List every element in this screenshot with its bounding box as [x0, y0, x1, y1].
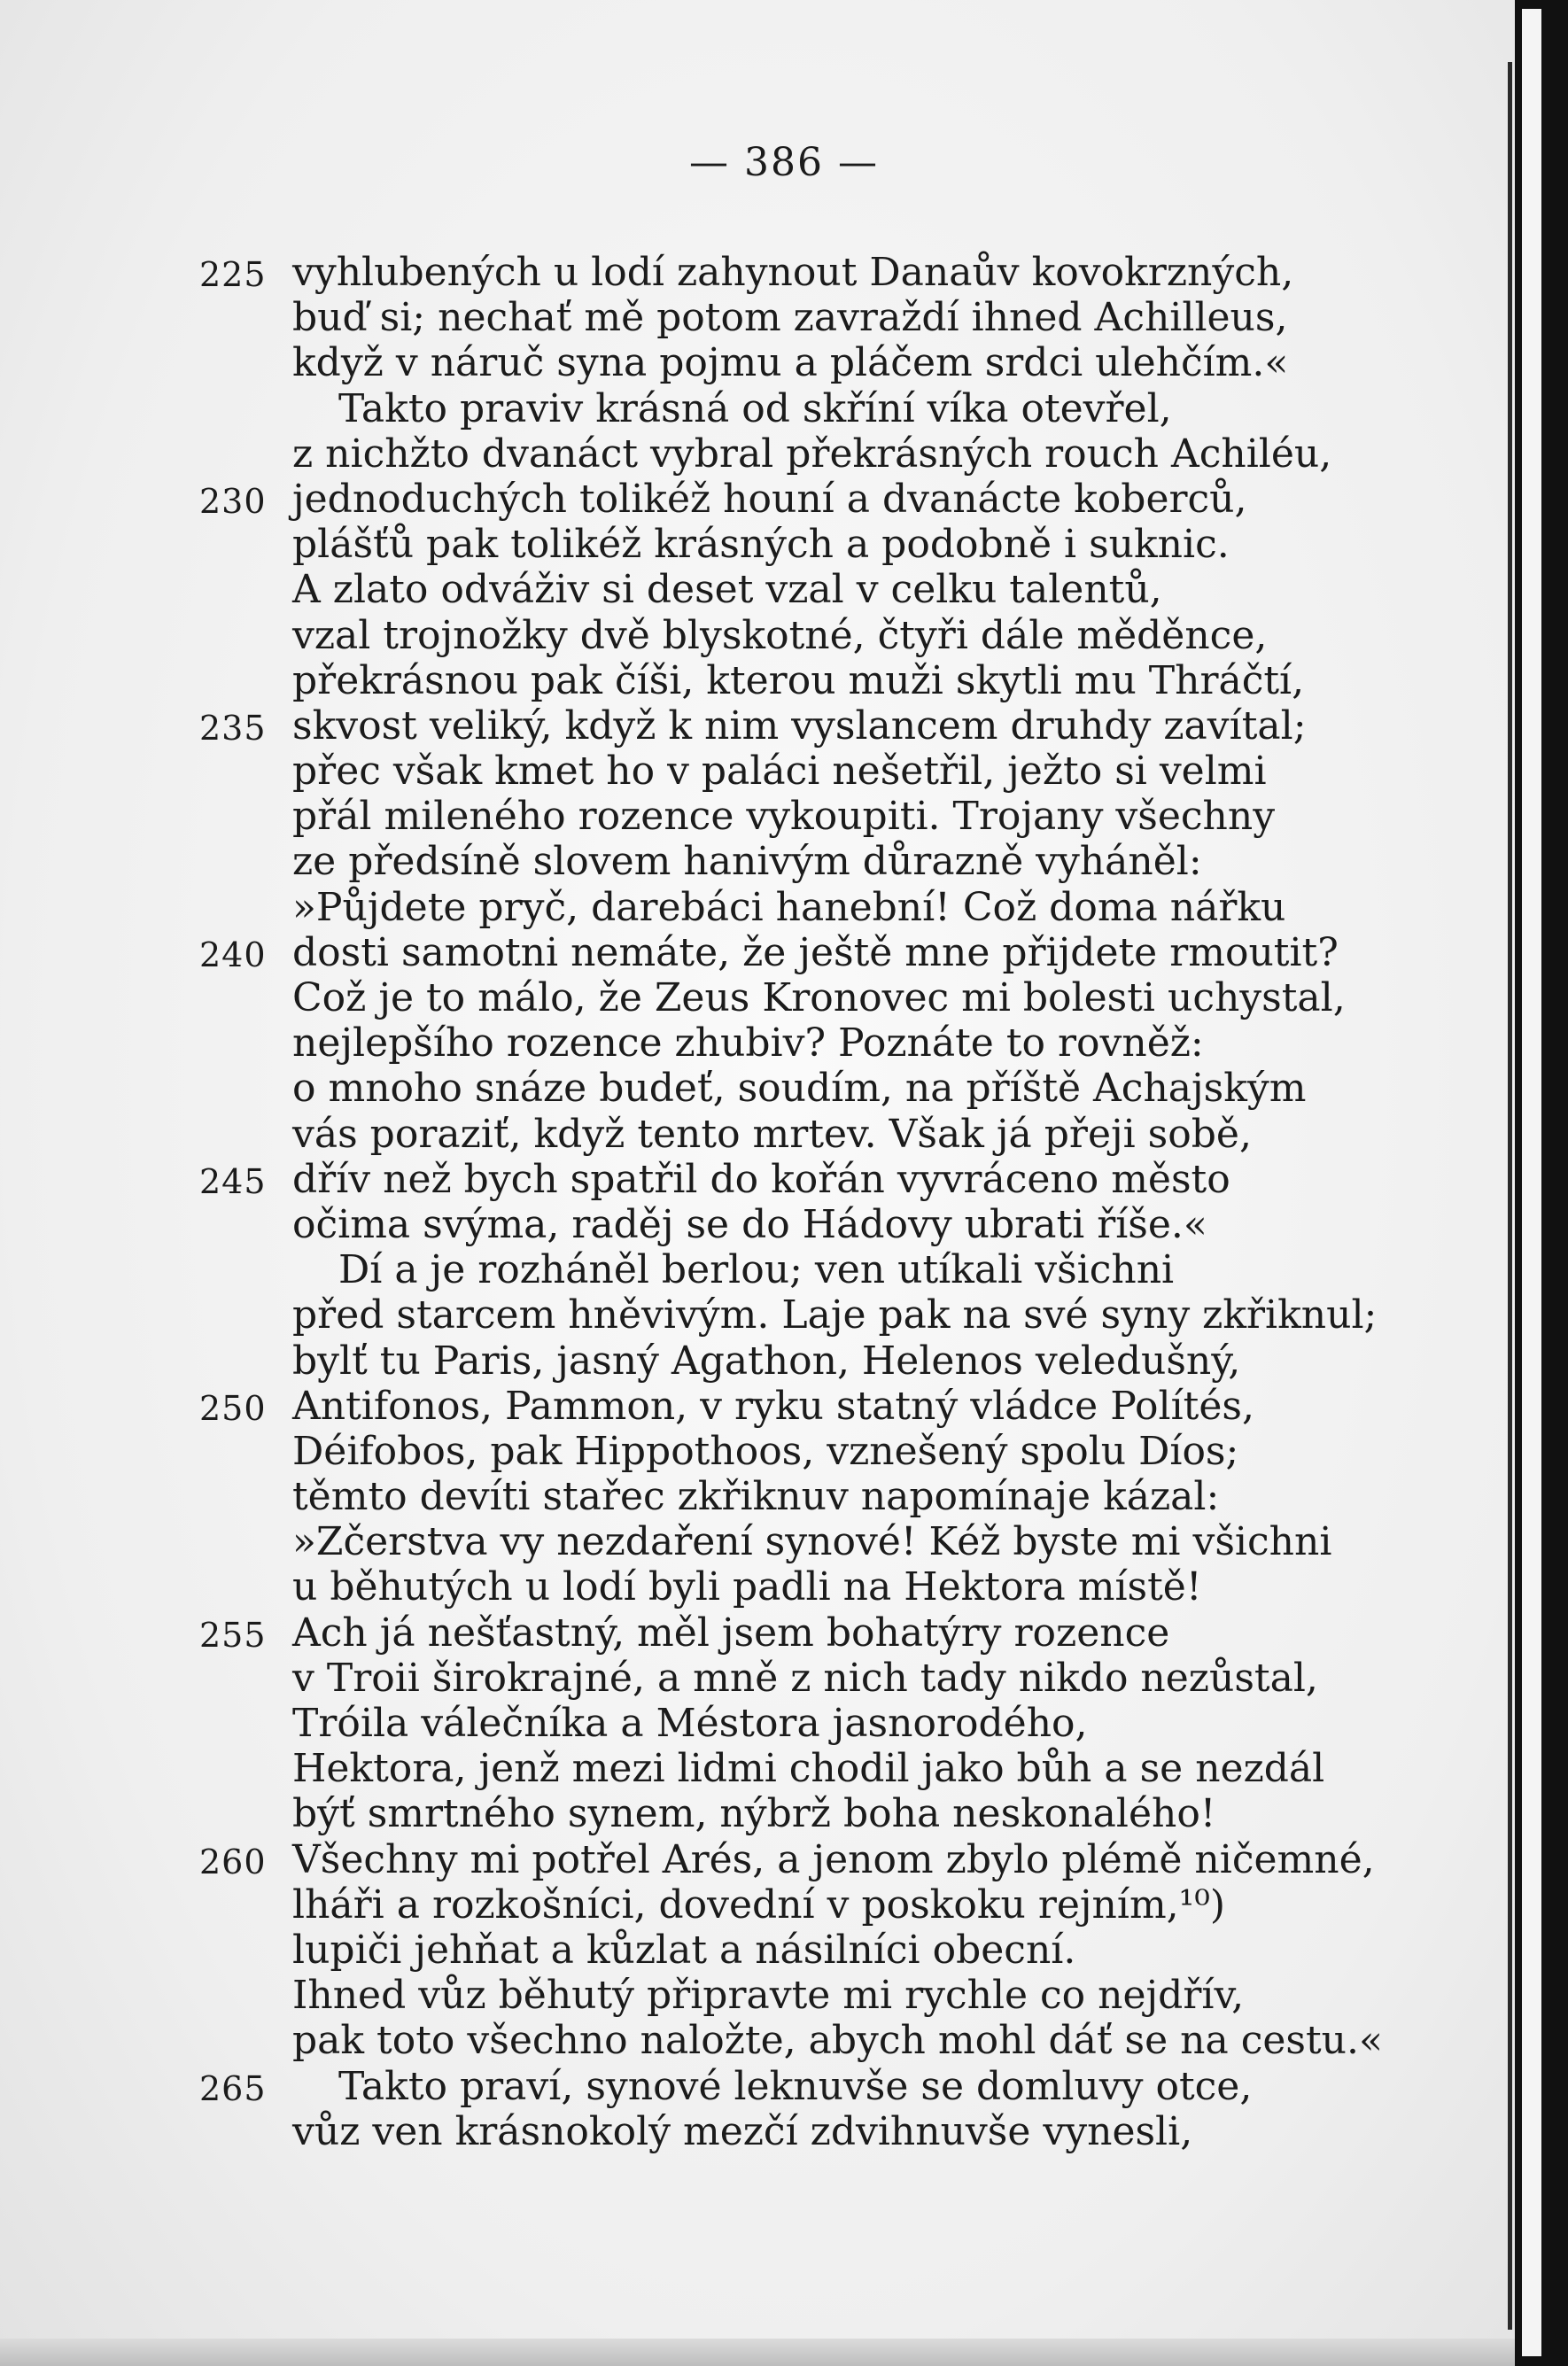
verse-text: Ach já nešťastný, měl jsem bohatýry rozence [292, 1610, 1170, 1656]
verse-line [0, 1973, 1506, 2018]
verse-line [0, 567, 1506, 612]
verse-line [0, 1020, 1506, 1066]
verse-line [0, 839, 1506, 884]
verse-line [0, 1247, 1506, 1292]
verse-text: o mnoho snáze budeť, soudím, na příště Achajským [292, 1066, 1307, 1112]
page-number: — 386 — [689, 140, 879, 185]
verse-text: když v náruč syna pojmu a pláčem srdci ulehčím.« [292, 340, 1289, 386]
verse-line [0, 1746, 1506, 1791]
line-number: 265 [199, 2068, 267, 2108]
line-number: 250 [199, 1388, 267, 1428]
verse-text: vyhlubených u lodí zahynout Danaův kovokrzných, [292, 250, 1294, 295]
verse-text: Takto praví, synové leknuvše se domluvy otce, [338, 2063, 1253, 2109]
verse-text: v Troii širokrajné, a mně z nich tady nikdo nezůstal, [292, 1655, 1318, 1701]
verse-line [0, 885, 1506, 930]
page-bottom-edge [0, 2339, 1515, 2366]
verse-text: před starcem hněvivým. Laje pak na své syny zkřiknul; [292, 1292, 1378, 1338]
verse-line [0, 386, 1506, 431]
line-number: 245 [199, 1161, 267, 1201]
verse-text: plášťů pak tolikéž krásných a podobně i suknic. [292, 522, 1230, 568]
verse-text: A zlato odváživ si deset vzal v celku talentů, [292, 567, 1162, 613]
verse-text: Všechny mi potřel Arés, a jenom zbylo plémě ničemné, [292, 1836, 1375, 1882]
verse-line [0, 1112, 1506, 1157]
verse-line [0, 1610, 1506, 1656]
verse-text: dřív než bych spatřil do kořán vyvráceno město [292, 1156, 1230, 1202]
verse-line [0, 930, 1506, 975]
verse-text: jednoduchých tolikéž houní a dvanácte koberců, [292, 476, 1247, 522]
verse-text: Déifobos, pak Hippothoos, vznešený spolu Díos; [292, 1428, 1239, 1474]
verse-text: Dí a je rozháněl berlou; ven utíkali všichni [338, 1247, 1175, 1293]
line-number: 255 [199, 1615, 267, 1655]
verse-text: vás poraziť, když tento mrtev. Však já přeji sobě, [292, 1111, 1252, 1157]
verse-text: těmto devíti stařec zkřiknuv napomínaje kázal: [292, 1474, 1220, 1520]
verse-text: vůz ven krásnokolý mezčí zdvihnuvše vynesli, [292, 2108, 1193, 2154]
verse-line [0, 1157, 1506, 1202]
verse-line [0, 1564, 1506, 1610]
verse-line [0, 1429, 1506, 1474]
verse-line [0, 794, 1506, 839]
verse-line [0, 975, 1506, 1020]
verse-text: »Půjdete pryč, darebáci hanební! Což doma nářku [292, 884, 1286, 930]
verse-text: »Zčerstva vy nezdaření synové! Kéž byste mi všichni [292, 1519, 1332, 1565]
verse-text: Antifonos, Pammon, v ryku statný vládce Polítés, [292, 1383, 1254, 1429]
verse-line [0, 703, 1506, 749]
verse-text: u běhutých u lodí byli padli na Hektora místě! [292, 1564, 1202, 1610]
verse-text: bylť tu Paris, jasný Agathon, Helenos veledušný, [292, 1338, 1241, 1384]
line-number: 260 [199, 1842, 267, 1881]
verse-text: Takto praviv krásná od skříní víka otevřel, [338, 385, 1172, 431]
verse-line [0, 477, 1506, 522]
line-number: 235 [199, 708, 267, 748]
verse-line [0, 1338, 1506, 1384]
verse-line [0, 1474, 1506, 1519]
verse-line [0, 522, 1506, 567]
verse-line [0, 1656, 1506, 1701]
verse-text: Což je to málo, že Zeus Kronovec mi bolesti uchystal, [292, 975, 1346, 1020]
line-number: 240 [199, 935, 267, 974]
verse-line [0, 2109, 1506, 2154]
verse-text: přál mileného rozence vykoupiti. Trojany všechny [292, 794, 1276, 840]
verse-text: buď si; nechať mě potom zavraždí ihned Achilleus, [292, 295, 1288, 341]
verse-line [0, 2018, 1506, 2063]
verse-text: vzal trojnožky dvě blyskotné, čtyři dále měděnce, [292, 612, 1268, 658]
verse-line [0, 749, 1506, 794]
line-number: 230 [199, 481, 267, 521]
verse-text: pak toto všechno naložte, abych mohl dáť se na cestu.« [292, 2018, 1383, 2064]
verse-line [0, 295, 1506, 340]
verse-text: Ihned vůz běhutý připravte mi rychle co nejdřív, [292, 1973, 1245, 2019]
verse-text: skvost veliký, když k nim vyslancem druhdy zavítal; [292, 702, 1307, 749]
verse-text: nejlepšího rozence zhubiv? Poznáte to rovněž: [292, 1020, 1204, 1067]
verse-line [0, 431, 1506, 477]
verse-line [0, 1384, 1506, 1429]
verse-line [0, 1837, 1506, 1882]
verse-text: lháři a rozkošníci, dovední v poskoku rejním,¹⁰) [292, 1881, 1226, 1928]
verse-line [0, 2064, 1506, 2109]
verse-text: Hektora, jenž mezi lidmi chodil jako bůh a se nezdál [292, 1746, 1325, 1792]
verse-line [0, 1928, 1506, 1973]
verse-line [0, 250, 1506, 295]
verse-block [0, 250, 1506, 2154]
verse-line [0, 1882, 1506, 1928]
verse-line [0, 1701, 1506, 1746]
verse-text: ze předsíně slovem hanivým důrazně vyháněl: [292, 839, 1202, 885]
verse-line [0, 1791, 1506, 1836]
verse-text: z nichžto dvanáct vybral překrásných rouch Achiléu, [292, 431, 1332, 477]
verse-text: přec však kmet ho v paláci nešetřil, ježto si velmi [292, 749, 1267, 795]
adjacent-page-strip [1522, 9, 1541, 2356]
binding-shadow [1508, 62, 1512, 2330]
verse-line [0, 340, 1506, 385]
verse-text: lupiči jehňat a kůzlat a násilníci obecní. [292, 1927, 1076, 1973]
verse-line [0, 613, 1506, 658]
verse-line [0, 658, 1506, 703]
verse-line [0, 1066, 1506, 1111]
verse-text: očima svýma, raděj se do Hádovy ubrati říše.« [292, 1201, 1207, 1247]
verse-line [0, 1202, 1506, 1247]
verse-line [0, 1519, 1506, 1564]
line-number: 225 [199, 255, 267, 294]
verse-text: překrásnou pak číši, kterou muži skytli mu Thráčtí, [292, 657, 1305, 703]
verse-text: dosti samotni nemáte, že ještě mne přijdete rmoutit? [292, 929, 1339, 975]
verse-text: Tróila válečníka a Méstora jasnorodého, [292, 1701, 1088, 1746]
verse-text: býť smrtného synem, nýbrž boha neskonalého! [292, 1791, 1216, 1837]
verse-line [0, 1292, 1506, 1338]
